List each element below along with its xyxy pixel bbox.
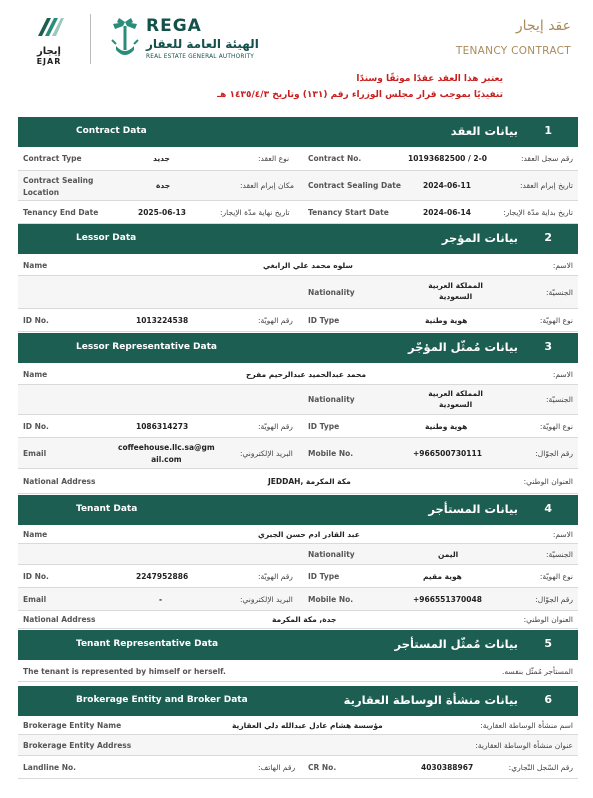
field-label: National Address [23, 477, 96, 486]
field-label: Contract Sealing Location [23, 176, 94, 197]
field-label: Mobile No. [308, 449, 354, 458]
tenant-address-value: جدة, مكة المكرمة [272, 615, 337, 624]
broker-contact-row [18, 756, 578, 779]
logo-divider [90, 14, 91, 64]
field-label: ID Type [308, 572, 340, 581]
section-title-en: Tenant Data [76, 504, 138, 514]
lessor-rep-address-value: JEDDAH, مكة المكرمة [268, 477, 351, 486]
field-label-ar: رقم السّجل التّجاري: [508, 763, 573, 772]
lessor-rep-id-value: 1086314273 [136, 422, 189, 431]
broker-cr-value: 4030388967 [421, 763, 474, 772]
ejar-logo [28, 14, 70, 66]
legal-notice-line-1: يعتبر هذا العقد عقدًا موثقًا وسندًا [356, 74, 503, 84]
section-title-ar: بيانات مُمثّل المؤجّر [408, 340, 518, 354]
broker-name-row [18, 717, 578, 735]
ejar-logo-icon [34, 14, 64, 40]
field-label-ar: نوع الهويّة: [539, 316, 573, 325]
lessor-name-value: سلوه محمد علي الرابغي [263, 261, 353, 270]
field-label-ar: العنوان الوطني: [523, 615, 573, 624]
section-title-en: Brokerage Entity and Broker Data [76, 695, 248, 705]
field-label: ID Type [308, 316, 340, 325]
contract-sealing-row [18, 171, 578, 201]
tenant-rep-note-ar: المستأجر مُمثّل بنفسه. [501, 667, 573, 676]
field-label-ar: نوع الهويّة: [539, 572, 573, 581]
tenant-name-value: عبد القادر ادم حسن الجبري [258, 530, 360, 539]
section-title-ar: بيانات مُمثّل المستأجر [394, 637, 518, 651]
field-label-ar: الاسم: [552, 530, 573, 539]
nationality-line: السعودية [439, 400, 473, 409]
tenancy-dates-row [18, 201, 578, 224]
lessor-rep-nationality-value [428, 388, 483, 410]
lessor-id-row [18, 309, 578, 332]
broker-name-value: مؤسسة هشام عادل عبدالله دلي العقارية [232, 721, 383, 730]
field-label: CR No. [308, 763, 337, 772]
section-number: 4 [544, 502, 552, 515]
field-label: Nationality [308, 550, 355, 559]
section-tenant-header [18, 495, 578, 525]
section-lessor-header [18, 224, 578, 254]
lessor-rep-address-row [18, 469, 578, 494]
field-label: Contract No. [308, 154, 362, 163]
tenant-rep-note-en: The tenant is represented by himself or herself. [23, 667, 226, 676]
lessor-rep-nationality-row [18, 385, 578, 415]
nationality-line: المملكة العربية [428, 281, 483, 290]
tenant-address-row [18, 611, 578, 629]
field-label: National Address [23, 615, 96, 624]
field-label-ar: الاسم: [552, 261, 573, 270]
field-label: ID No. [23, 422, 49, 431]
field-label: Landline No. [23, 763, 77, 772]
field-label: Contract Sealing Date [308, 181, 401, 190]
rega-palm-logo-icon [108, 16, 142, 62]
legal-notice-line-2: تنفيذيًا بموجب قرار مجلس الوزراء رقم (١٣١) وتاريخ ١٤٣٥/٤/٣ هـ [217, 90, 503, 100]
lessor-rep-name-row [18, 364, 578, 385]
email-line: ail.com [151, 455, 182, 464]
section-number: 6 [544, 693, 552, 706]
lessor-rep-email-value [118, 442, 215, 466]
field-label-ar: تاريخ بداية مدّة الإيجار: [503, 208, 573, 217]
field-label-ar: نوع الهويّة: [539, 422, 573, 431]
tenant-nationality-value: اليمن [438, 550, 459, 559]
ejar-logo-ar: إيجار [37, 46, 61, 57]
field-label-ar: رقم الهويّة: [258, 572, 293, 581]
section-lessor-rep-header [18, 333, 578, 363]
field-label-ar: العنوان الوطني: [523, 477, 573, 486]
field-label-ar: رقم الهاتف: [258, 763, 296, 772]
field-label-ar: رقم الهويّة: [258, 316, 293, 325]
field-label: Tenancy End Date [23, 208, 99, 217]
sealing-location-value: جدة [156, 181, 171, 190]
rega-name-en: REAL ESTATE GENERAL AUTHORITY [146, 54, 254, 60]
field-label: Mobile No. [308, 595, 354, 604]
section-contract-header [18, 117, 578, 147]
field-label-ar: مكان إبرام العقد: [240, 181, 295, 190]
field-label-ar: نوع العقد: [258, 154, 290, 163]
field-label-ar: رقم الجوّال: [535, 595, 573, 604]
tenant-id-row [18, 565, 578, 588]
email-line: coffeehouse.llc.sa@gm [118, 443, 215, 452]
section-number: 5 [544, 637, 552, 650]
section-title-en: Contract Data [76, 126, 147, 136]
document-header [0, 0, 593, 115]
section-title-ar: بيانات المؤجر [441, 231, 518, 245]
field-label: Nationality [308, 288, 355, 297]
field-label-ar: الجنسيّة: [546, 395, 573, 404]
section-title-en: Lessor Representative Data [76, 342, 217, 352]
section-number: 2 [544, 231, 552, 244]
tenant-email-value: - [159, 595, 163, 604]
field-label-ar: تاريخ إبرام العقد: [520, 181, 573, 190]
document-title-en: TENANCY CONTRACT [455, 45, 571, 57]
tenant-id-value: 2247952886 [136, 572, 189, 581]
field-label: Name [23, 530, 48, 539]
section-title-ar: بيانات المستأجر [428, 502, 518, 516]
field-label: ID No. [23, 572, 49, 581]
field-label-ar: عنوان منشأة الوساطة العقارية: [475, 741, 573, 750]
tenant-id-type-value: هوية مقيم [423, 572, 462, 581]
lessor-rep-id-row [18, 415, 578, 438]
field-label-ar: اسم منشأة الوساطة العقارية: [480, 721, 573, 730]
field-label: Tenancy Start Date [308, 208, 389, 217]
nationality-line: السعودية [439, 292, 473, 301]
field-label-ar: الجنسيّة: [546, 550, 573, 559]
section-title-ar: بيانات منشأة الوساطة العقارية [343, 693, 518, 707]
lessor-rep-name-value: محمد عبدالحميد عبدالرحيم مفرح [246, 370, 367, 379]
section-title-ar: بيانات العقد [450, 124, 518, 138]
lessor-rep-contact-row [18, 438, 578, 469]
rega-name: REGA [146, 16, 202, 36]
field-label: Name [23, 370, 48, 379]
field-label: Email [23, 449, 47, 458]
field-label: Email [23, 595, 47, 604]
field-label: ID Type [308, 422, 340, 431]
field-label: Contract Type [23, 154, 82, 163]
section-broker-header [18, 686, 578, 716]
field-label: Brokerage Entity Address [23, 741, 132, 750]
tenancy-end-value: 2025-06-13 [138, 208, 186, 217]
section-title-en: Lessor Data [76, 233, 137, 243]
field-label: Nationality [308, 395, 355, 404]
rega-logo [108, 16, 288, 66]
section-number: 1 [544, 124, 552, 137]
lessor-rep-mobile-value: +966500730111 [413, 449, 482, 458]
lessor-id-value: 1013224538 [136, 316, 189, 325]
document-title-ar: عقد إيجار [515, 18, 571, 34]
field-label-ar: رقم الهويّة: [258, 422, 293, 431]
field-label: Brokerage Entity Name [23, 721, 122, 730]
section-number: 3 [544, 340, 552, 353]
field-label-ar: الجنسيّة: [546, 288, 573, 297]
field-label-ar: رقم سجل العقد: [520, 154, 573, 163]
field-label: Name [23, 261, 48, 270]
field-label-ar: البريد الإلكتروني: [240, 449, 293, 458]
tenant-nationality-row [18, 544, 578, 565]
field-label-ar: رقم الجوّال: [535, 449, 573, 458]
tenant-rep-note-row [18, 661, 578, 682]
broker-address-row [18, 735, 578, 756]
rega-name-ar: الهيئة العامة للعقار [146, 37, 259, 51]
lessor-nationality-value [428, 280, 483, 302]
lessor-nationality-row [18, 276, 578, 309]
lessor-name-row [18, 255, 578, 276]
field-label-ar: البريد الإلكتروني: [240, 595, 293, 604]
tenant-mobile-value: +966551370048 [413, 595, 482, 604]
section-tenant-rep-header [18, 630, 578, 660]
field-label: ID No. [23, 316, 49, 325]
lessor-rep-id-type-value: هوية وطنية [425, 422, 468, 431]
tenant-contact-row [18, 588, 578, 611]
field-label-ar: تاريخ نهاية مدّة الإيجار: [220, 208, 290, 217]
sealing-date-value: 2024-06-11 [423, 181, 471, 190]
contract-type-row [18, 148, 578, 171]
tenant-name-row [18, 526, 578, 544]
nationality-line: المملكة العربية [428, 389, 483, 398]
tenancy-start-value: 2024-06-14 [423, 208, 471, 217]
ejar-logo-en: EJAR [36, 57, 62, 66]
lessor-id-type-value: هوية وطنية [425, 316, 468, 325]
section-title-en: Tenant Representative Data [76, 639, 219, 649]
field-label-ar: الاسم: [552, 370, 573, 379]
contract-type-value: جديد [153, 154, 170, 163]
contract-number-value: 10193682500 / 2-0 [408, 154, 487, 163]
